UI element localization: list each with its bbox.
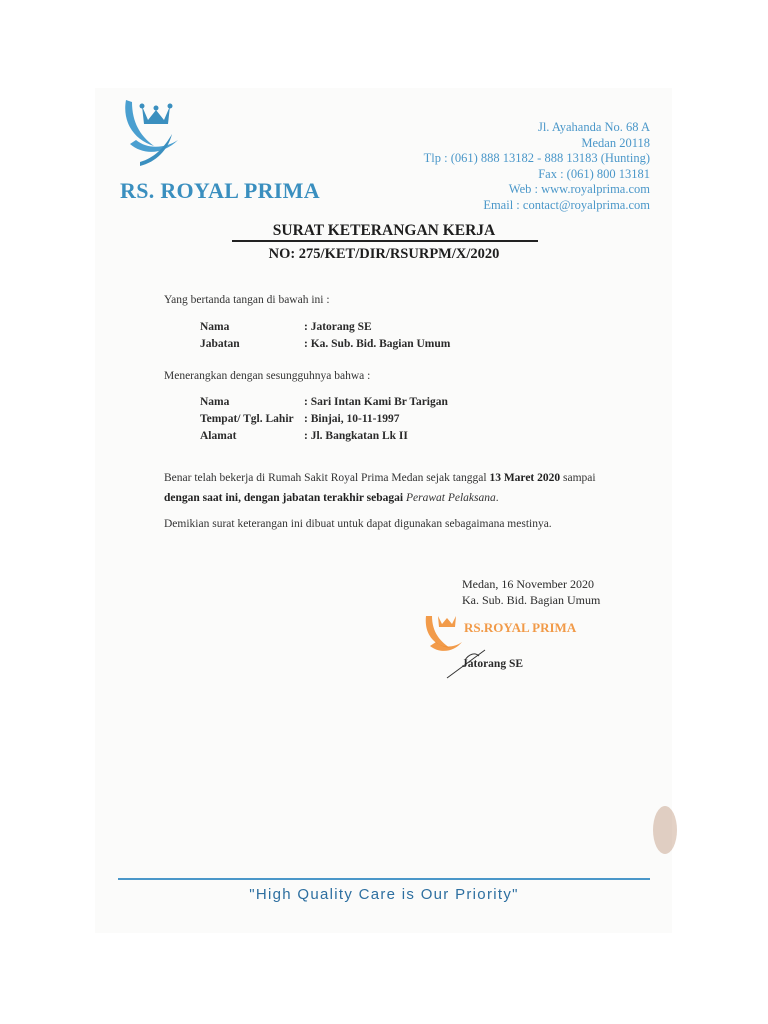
hospital-motto: "High Quality Care is Our Priority": [249, 886, 519, 903]
phone-line: Tlp : (061) 888 13182 - 888 13183 (Hunting): [423, 151, 650, 165]
closing-text: Demikian surat keterangan ini dibuat untuk dapat digunakan sebagaimana mestinya.: [164, 518, 552, 530]
employee-row: [200, 413, 400, 425]
signatory-row: [200, 338, 450, 350]
footer-divider: [118, 878, 650, 880]
field-label: Nama: [200, 321, 230, 333]
statement-text: dengan saat ini, dengan jabatan terakhir sebagai: [164, 492, 406, 504]
royal-prima-logo-icon: [120, 96, 192, 170]
document-title: SURAT KETERANGAN KERJA: [272, 222, 496, 239]
statement-text: Benar telah bekerja di Rumah Sakit Royal Prima Medan sejak tanggal: [164, 472, 490, 484]
letter-sheet: [95, 88, 672, 933]
field-value: : Jatorang SE: [304, 321, 372, 333]
web-line: Web : www.royalprima.com: [508, 182, 650, 196]
start-date: 13 Maret 2020: [489, 472, 561, 484]
signer-title: Ka. Sub. Bid. Bagian Umum: [462, 593, 601, 607]
intro-text: Yang bertanda tangan di bawah ini :: [164, 294, 330, 306]
job-position: Perawat Pelaksana: [405, 492, 496, 504]
field-label: Tempat/ Tgl. Lahir: [200, 413, 294, 425]
address-line-1: Jl. Ayahanda No. 68 A: [537, 120, 650, 134]
fax-line: Fax : (061) 800 13181: [538, 166, 650, 181]
field-label: Alamat: [200, 430, 237, 442]
place-date: Medan, 16 November 2020: [462, 577, 594, 591]
hospital-name: RS. ROYAL PRIMA: [120, 178, 320, 203]
statement-text: .: [495, 492, 499, 504]
title-divider: [232, 240, 538, 242]
field-value: : Sari Intan Kami Br Tarigan: [304, 396, 448, 408]
contact-block: [424, 120, 650, 213]
employee-row: [200, 430, 408, 442]
employment-statement: [164, 468, 624, 508]
field-value: : Ka. Sub. Bid. Bagian Umum: [304, 338, 451, 350]
employee-row: [200, 396, 448, 408]
signature-block: [462, 576, 600, 608]
field-label: Jabatan: [200, 338, 240, 350]
email-line: Email : contact@royalprima.com: [483, 197, 650, 212]
paper-stain: [650, 800, 680, 860]
document-number: NO: 275/KET/DIR/RSURPM/X/2020: [268, 246, 500, 262]
signer-name: Jatorang SE: [462, 658, 524, 670]
statement-text: sampai: [560, 472, 596, 484]
stamp-text: RS.ROYAL PRIMA: [464, 620, 577, 635]
statement-intro: Menerangkan dengan sesungguhnya bahwa :: [164, 370, 371, 382]
signatory-row: [200, 321, 372, 333]
field-label: Nama: [200, 396, 230, 408]
field-value: : Binjai, 10-11-1997: [304, 413, 400, 425]
address-line-2: Medan 20118: [581, 135, 650, 150]
field-value: : Jl. Bangkatan Lk II: [304, 430, 408, 442]
